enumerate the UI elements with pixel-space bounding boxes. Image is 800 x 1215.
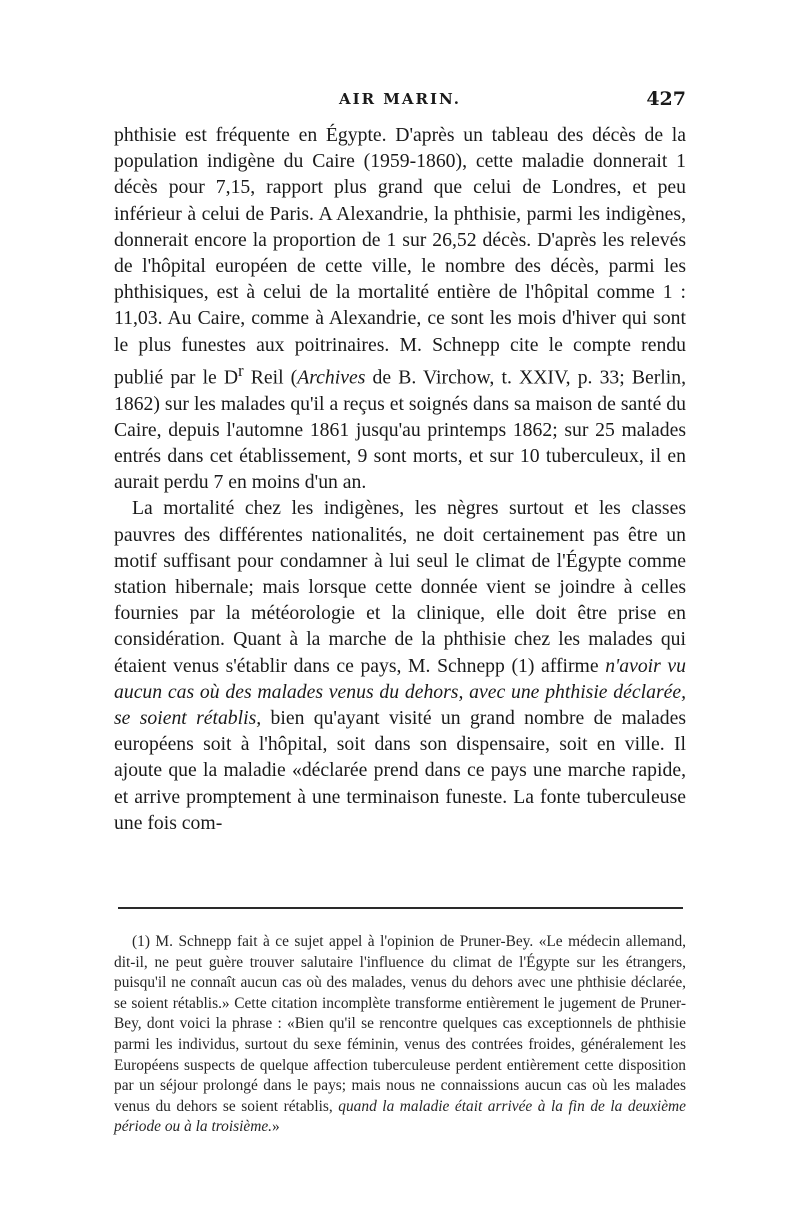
paragraph-1 [114, 122, 686, 495]
paragraph-1-text-a: phthisie est fréquente en Égypte. D'après un tableau des décès de la population indigène du Caire (1959-1860), cette maladie donnerait 1 décès pour 7,15, rapport plus grand que celui de Londres, et peu inférieur à celui de Paris. A Alexandrie, la phthisie, parmi les indigènes, donnerait encore la proportion de 1 sur 26,52 décès. D'après les relevés de l'hôpital européen de cette ville, le nombre des décès, parmi les phthisiques, est à celui de la mortalité entière de l'hôpital comme 1 : 11,03. Au Caire, comme à Alexandrie, ce sont les mois d'hiver qui sont le plus funestes aux poitrinaires. M. Schnepp cite le compte rendu publié par le D [114, 124, 686, 389]
paragraph-1-superscript: r [238, 360, 244, 380]
paragraph-2-text-b: bien qu'ayant visité un grand nombre de malades européens soit à l'hôpital, soit dans son dispensaire, soit en ville. Il ajoute que la maladie «déclarée prend dans ce pays une marche rapide, et arrive promptement à une terminaison funeste. La fonte tuberculeuse une fois com- [114, 707, 687, 834]
main-text [114, 122, 686, 836]
page-number: 427 [646, 88, 686, 110]
paragraph-2-text-a: La mortalité chez les indigènes, les nègres surtout et les classes pauvres des différentes nationalités, ne doit certainement pas être un motif suffisant pour condamner à lui seul le climat de l'Égypte comme station hibernale; mais lorsque cette donnée vient se joindre à celles fournies par la météorologie et la clinique, elle doit être prise en considération. Quant à la marche de la phthisie chez les malades qui étaient venus s'établir dans ce pays, M. Schnepp (1) affirme [114, 497, 686, 677]
paragraph-1-text-c: de B. Virchow, t. XXIV, p. 33; Berlin, 1862) sur les malades qu'il a reçus et soignés dans sa maison de santé du Caire, depuis l'automne 1861 jusqu'au printemps 1862; sur 25 malades entrés dans cet établissement, 9 sont morts, et sur 10 tuberculeux, il en aurait perdu 7 en moins d'un an. [114, 366, 686, 494]
footnote [114, 932, 686, 1138]
paragraph-1-text-b: Reil ( [243, 366, 298, 389]
footnote-separator [118, 907, 683, 909]
running-head-title: AIR MARIN. [338, 90, 462, 108]
paragraph-2-italic: n'avoir vu aucun cas où des malades venus du dehors, avec une phthisie déclarée, se soient rétablis, [114, 654, 686, 730]
footnote-text-b: » [272, 1118, 280, 1136]
paragraph-1-italic: Archives [297, 366, 366, 389]
footnote-italic: quand la maladie était arrivée à la fin de la deuxième période ou à la troisième. [114, 1097, 686, 1136]
footnote-text-a: (1) M. Schnepp fait à ce sujet appel à l'opinion de Pruner-Bey. «Le médecin allemand, dit-il, ne peut guère trouver salutaire l'influence du climat de l'Égypte sur les étrangers, puisqu'il ne connaît aucun cas où des malades, venus du dehors avec une phthisie déclarée, se soient rétablis.» Cette citation incomplète transforme entièrement le jugement de Pruner-Bey, dont voici la phrase : «Bien qu'il se rencontre quelques cas exceptionnels de phthisie parmi les individus, surtout du sexe féminin, venus des contrées froides, généralement les Européens suspects de quelque affection tuberculeuse perdent entièrement cette disposition par un séjour prolongé dans le pays; mais nous ne connaissions aucun cas où les malades venus du dehors se soient rétablis, [114, 933, 686, 1115]
paragraph-2 [114, 495, 686, 836]
running-head [114, 90, 686, 120]
footnote-paragraph [114, 932, 686, 1138]
